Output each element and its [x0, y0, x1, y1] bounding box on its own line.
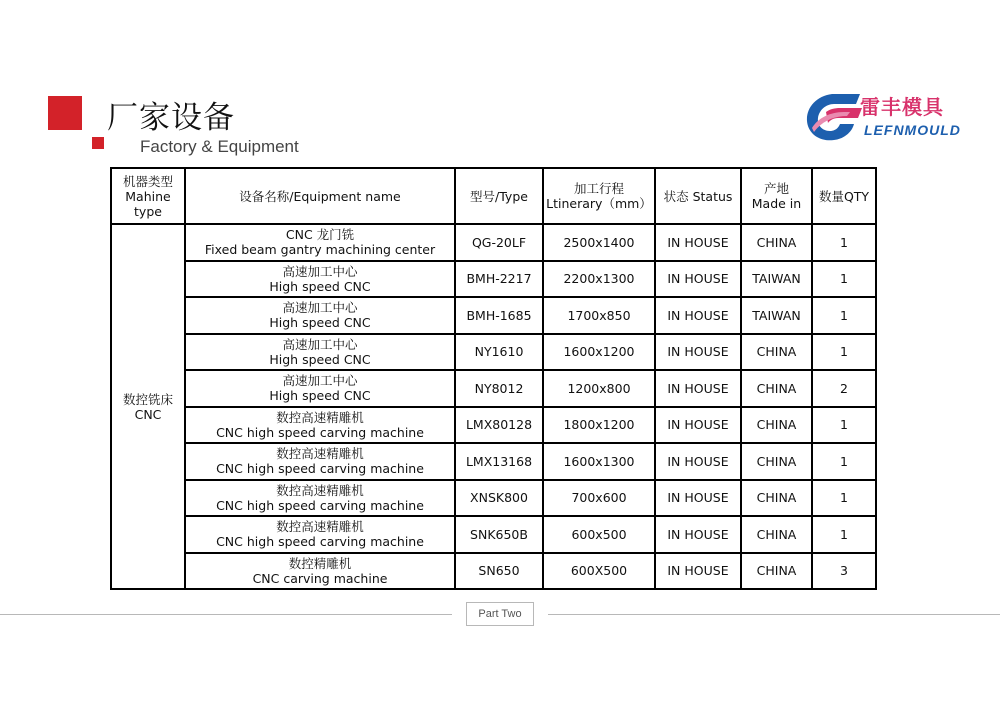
col-header-model: 型号/Type — [455, 168, 543, 224]
table-row — [111, 443, 876, 480]
origin-cell: CHINA — [741, 334, 812, 371]
qty-cell: 2 — [812, 370, 876, 407]
qty-cell: 1 — [812, 407, 876, 444]
itinerary-cell: 2200x1300 — [543, 261, 655, 298]
accent-square-small — [92, 137, 104, 149]
footer-divider-right — [548, 614, 1000, 615]
status-cell: IN HOUSE — [655, 516, 741, 553]
col-header-qty: 数量QTY — [812, 168, 876, 224]
status-cell: IN HOUSE — [655, 297, 741, 334]
origin-cell: CHINA — [741, 553, 812, 590]
status-cell: IN HOUSE — [655, 407, 741, 444]
logo-text-en: LEFNMOULD — [864, 122, 961, 138]
status-cell: IN HOUSE — [655, 224, 741, 261]
table-row — [111, 297, 876, 334]
model-cell: BMH-1685 — [455, 297, 543, 334]
accent-square-large — [48, 96, 82, 130]
model-cell: SN650 — [455, 553, 543, 590]
equipment-name-cell: CNC 龙门铣 Fixed beam gantry machining center — [185, 224, 455, 261]
itinerary-cell: 1200x800 — [543, 370, 655, 407]
itinerary-cell: 700x600 — [543, 480, 655, 517]
machine-type-cell: 数控铣床 CNC — [111, 224, 185, 589]
qty-cell: 1 — [812, 516, 876, 553]
qty-cell: 1 — [812, 443, 876, 480]
qty-cell: 1 — [812, 334, 876, 371]
footer-divider-left — [0, 614, 452, 615]
equipment-name-cell: 高速加工中心 High speed CNC — [185, 261, 455, 298]
itinerary-cell: 1600x1200 — [543, 334, 655, 371]
equipment-table — [110, 167, 877, 590]
table-row — [111, 480, 876, 517]
equipment-name-cell: 数控高速精雕机 CNC high speed carving machine — [185, 480, 455, 517]
col-header-itinerary: 加工行程 Ltinerary（mm） — [543, 168, 655, 224]
itinerary-cell: 600x500 — [543, 516, 655, 553]
table-row — [111, 224, 876, 261]
status-cell: IN HOUSE — [655, 553, 741, 590]
model-cell: NY1610 — [455, 334, 543, 371]
equipment-name-cell: 高速加工中心 High speed CNC — [185, 370, 455, 407]
page-subtitle: Factory & Equipment — [140, 137, 299, 156]
qty-cell: 1 — [812, 224, 876, 261]
origin-cell: CHINA — [741, 370, 812, 407]
status-cell: IN HOUSE — [655, 334, 741, 371]
col-header-name: 设备名称/Equipment name — [185, 168, 455, 224]
model-cell: SNK650B — [455, 516, 543, 553]
equipment-name-cell: 数控精雕机 CNC carving machine — [185, 553, 455, 590]
col-header-origin: 产地 Made in — [741, 168, 812, 224]
itinerary-cell: 2500x1400 — [543, 224, 655, 261]
qty-cell: 1 — [812, 261, 876, 298]
col-header-status: 状态 Status — [655, 168, 741, 224]
model-cell: LMX80128 — [455, 407, 543, 444]
table-row — [111, 334, 876, 371]
origin-cell: CHINA — [741, 407, 812, 444]
model-cell: NY8012 — [455, 370, 543, 407]
origin-cell: CHINA — [741, 224, 812, 261]
itinerary-cell: 1700x850 — [543, 297, 655, 334]
equipment-name-cell: 数控高速精雕机 CNC high speed carving machine — [185, 516, 455, 553]
status-cell: IN HOUSE — [655, 480, 741, 517]
table-row — [111, 407, 876, 444]
origin-cell: TAIWAN — [741, 297, 812, 334]
origin-cell: CHINA — [741, 480, 812, 517]
model-cell: QG-20LF — [455, 224, 543, 261]
table-row — [111, 261, 876, 298]
table-row — [111, 553, 876, 590]
logo-text-cn: 雷丰模具 — [860, 95, 944, 119]
equipment-name-cell: 数控高速精雕机 CNC high speed carving machine — [185, 443, 455, 480]
col-header-type: 机器类型 Mahine type — [111, 168, 185, 224]
itinerary-cell: 1800x1200 — [543, 407, 655, 444]
page-section-label: Part Two — [466, 602, 534, 626]
status-cell: IN HOUSE — [655, 370, 741, 407]
origin-cell: TAIWAN — [741, 261, 812, 298]
equipment-name-cell: 数控高速精雕机 CNC high speed carving machine — [185, 407, 455, 444]
equipment-name-cell: 高速加工中心 High speed CNC — [185, 297, 455, 334]
itinerary-cell: 1600x1300 — [543, 443, 655, 480]
table-header-row — [111, 168, 876, 224]
model-cell: XNSK800 — [455, 480, 543, 517]
page-title: 厂家设备 — [107, 100, 235, 136]
origin-cell: CHINA — [741, 516, 812, 553]
origin-cell: CHINA — [741, 443, 812, 480]
itinerary-cell: 600X500 — [543, 553, 655, 590]
model-cell: LMX13168 — [455, 443, 543, 480]
table-row — [111, 516, 876, 553]
qty-cell: 3 — [812, 553, 876, 590]
table-row — [111, 370, 876, 407]
qty-cell: 1 — [812, 297, 876, 334]
qty-cell: 1 — [812, 480, 876, 517]
model-cell: BMH-2217 — [455, 261, 543, 298]
status-cell: IN HOUSE — [655, 443, 741, 480]
status-cell: IN HOUSE — [655, 261, 741, 298]
equipment-name-cell: 高速加工中心 High speed CNC — [185, 334, 455, 371]
